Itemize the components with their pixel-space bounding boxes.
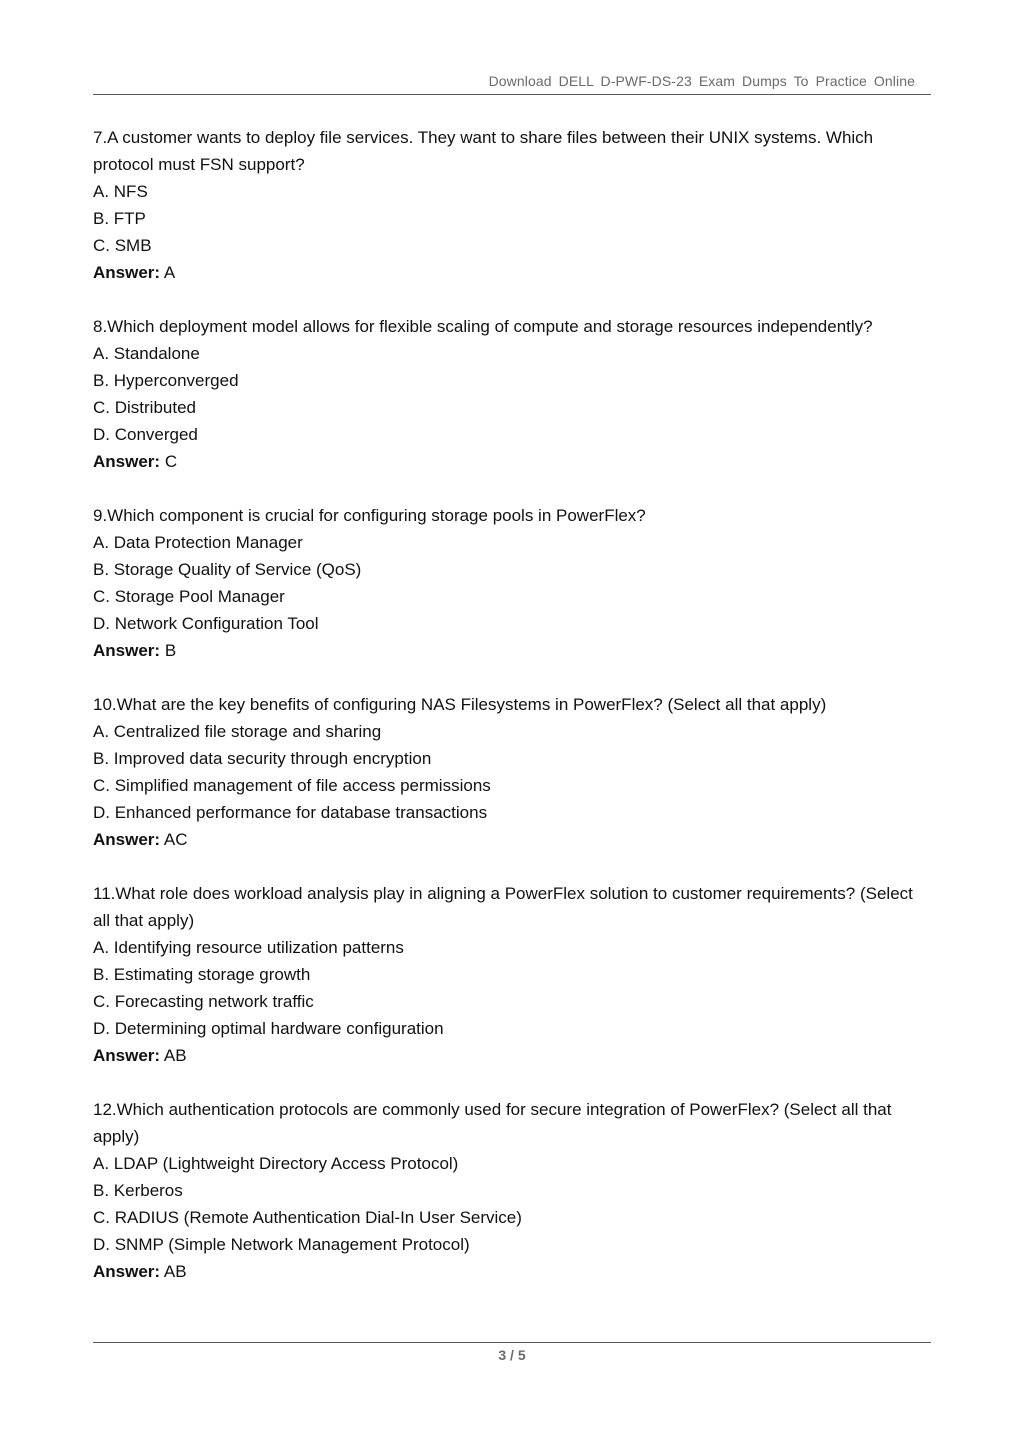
question-stem: 8.Which deployment model allows for flexible scaling of compute and storage resources independently? — [93, 317, 873, 336]
answer-label: Answer: — [93, 1046, 161, 1065]
answer-line — [93, 637, 933, 664]
question-9 — [93, 502, 933, 664]
question-stem: 10.What are the key benefits of configuring NAS Filesystems in PowerFlex? (Select all that apply) — [93, 695, 827, 714]
question-7 — [93, 124, 933, 286]
answer-option: C. Simplified management of file access permissions — [93, 776, 491, 795]
question-10 — [93, 691, 933, 853]
answer-label: Answer: — [93, 641, 161, 660]
answer-value: AC — [163, 830, 188, 849]
header-text: Download DELL D-PWF-DS-23 Exam Dumps To Practice Online — [488, 73, 915, 89]
answer-option: C. RADIUS (Remote Authentication Dial-In User Service) — [93, 1208, 522, 1227]
question-11 — [93, 880, 933, 1069]
question-12 — [93, 1096, 933, 1285]
page-footer — [93, 1342, 931, 1363]
answer-value: AB — [163, 1046, 187, 1065]
answer-option: C. Distributed — [93, 398, 196, 417]
answer-option: A. LDAP (Lightweight Directory Access Protocol) — [93, 1154, 459, 1173]
answer-option: D. Network Configuration Tool — [93, 614, 319, 633]
answer-label: Answer: — [93, 263, 161, 282]
answer-option: A. Centralized file storage and sharing — [93, 722, 382, 741]
answer-label: Answer: — [93, 830, 161, 849]
answer-option: B. Storage Quality of Service (QoS) — [93, 560, 362, 579]
question-stem: 12.Which authentication protocols are commonly used for secure integration of PowerFlex? (Select all that apply) — [93, 1100, 892, 1146]
answer-value: A — [163, 263, 176, 282]
answer-option: A. Data Protection Manager — [93, 533, 303, 552]
answer-option: C. SMB — [93, 236, 152, 255]
question-stem: 9.Which component is crucial for configuring storage pools in PowerFlex? — [93, 506, 646, 525]
question-stem: 11.What role does workload analysis play in aligning a PowerFlex solution to customer requirements? (Select all that apply) — [93, 884, 913, 930]
page-number: 3 / 5 — [498, 1347, 526, 1363]
answer-option: B. Hyperconverged — [93, 371, 239, 390]
answer-option: D. Enhanced performance for database transactions — [93, 803, 488, 822]
answer-option: B. Improved data security through encryption — [93, 749, 432, 768]
question-8 — [93, 313, 933, 475]
answer-option: B. FTP — [93, 209, 146, 228]
answer-option: B. Estimating storage growth — [93, 965, 311, 984]
answer-line — [93, 826, 933, 853]
answer-option: A. Standalone — [93, 344, 200, 363]
answer-value: AB — [163, 1262, 187, 1281]
answer-line — [93, 259, 933, 286]
answer-label: Answer: — [93, 1262, 161, 1281]
answer-line — [93, 448, 933, 475]
answer-value: C — [164, 452, 178, 471]
answer-option: D. Converged — [93, 425, 198, 444]
answer-value: B — [164, 641, 177, 660]
answer-option: D. SNMP (Simple Network Management Protocol) — [93, 1235, 470, 1254]
page-header — [93, 73, 931, 95]
answer-label: Answer: — [93, 452, 161, 471]
answer-option: C. Forecasting network traffic — [93, 992, 314, 1011]
answer-line — [93, 1258, 933, 1285]
answer-option: D. Determining optimal hardware configuration — [93, 1019, 444, 1038]
question-stem: 7.A customer wants to deploy file services. They want to share files between their UNIX systems. Which protocol must FSN support? — [93, 128, 874, 174]
answer-option: C. Storage Pool Manager — [93, 587, 285, 606]
answer-option: A. NFS — [93, 182, 148, 201]
answer-line — [93, 1042, 933, 1069]
question-list — [93, 124, 933, 1312]
answer-option: B. Kerberos — [93, 1181, 183, 1200]
answer-option: A. Identifying resource utilization patterns — [93, 938, 404, 957]
